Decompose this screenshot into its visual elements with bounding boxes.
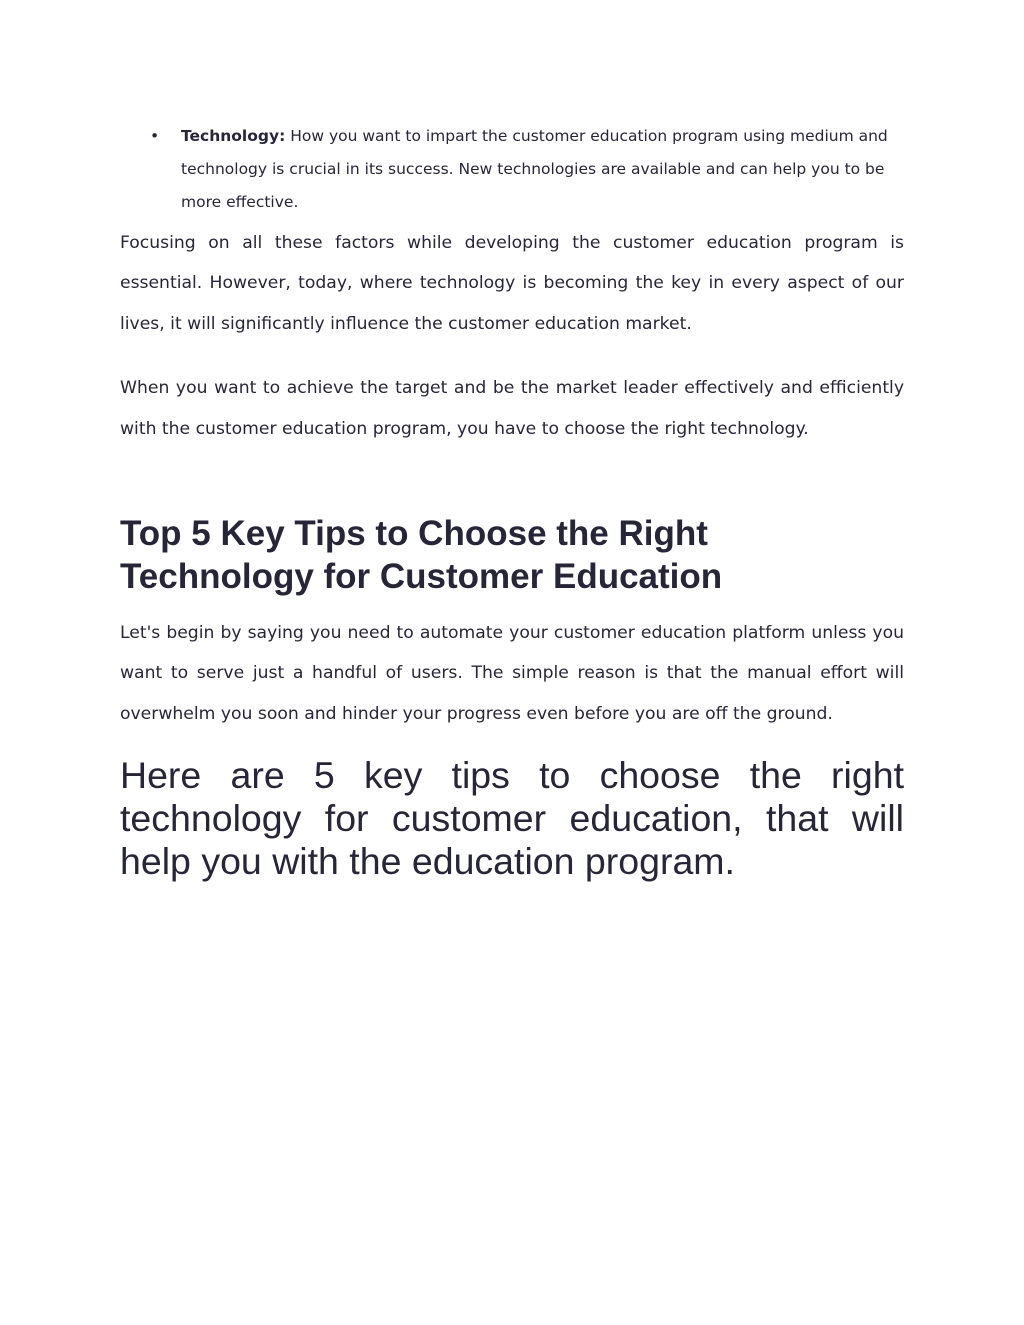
paragraph-automate: Let's begin by saying you need to automate your customer education platform unless you want to serve just a handful of users. The simple reason is that the manual effort will overwhelm you soon and hinder your progress even before you are off the ground. xyxy=(120,623,904,724)
section-heading xyxy=(120,512,904,598)
paragraph-factors: Focusing on all these factors while developing the customer education program is essential. However, today, where technology is becoming the key in every aspect of our lives, it will significantly influence the customer education market. xyxy=(120,233,904,334)
paragraph-target: When you want to achieve the target and be the market leader effectively and efficiently with the customer education program, you have to choose the right technology. xyxy=(120,378,904,439)
document-page xyxy=(120,120,904,883)
bullet-term: Technology: xyxy=(181,127,286,145)
heading-line-1: Top 5 Key Tips to Choose the Right xyxy=(120,514,708,554)
list-item xyxy=(120,120,904,219)
bullet-text: How you want to impart the customer education program using medium and technology is crucial in its success. New technologies are available and can help you to be more effective. xyxy=(181,127,888,211)
heading-line-2: Technology for Customer Education xyxy=(120,557,723,597)
bullet-dot-icon: • xyxy=(150,127,160,145)
bullet-list xyxy=(120,120,904,219)
tips-intro: Here are 5 key tips to choose the right technology for customer education, that will help you with the education program. xyxy=(120,754,904,883)
